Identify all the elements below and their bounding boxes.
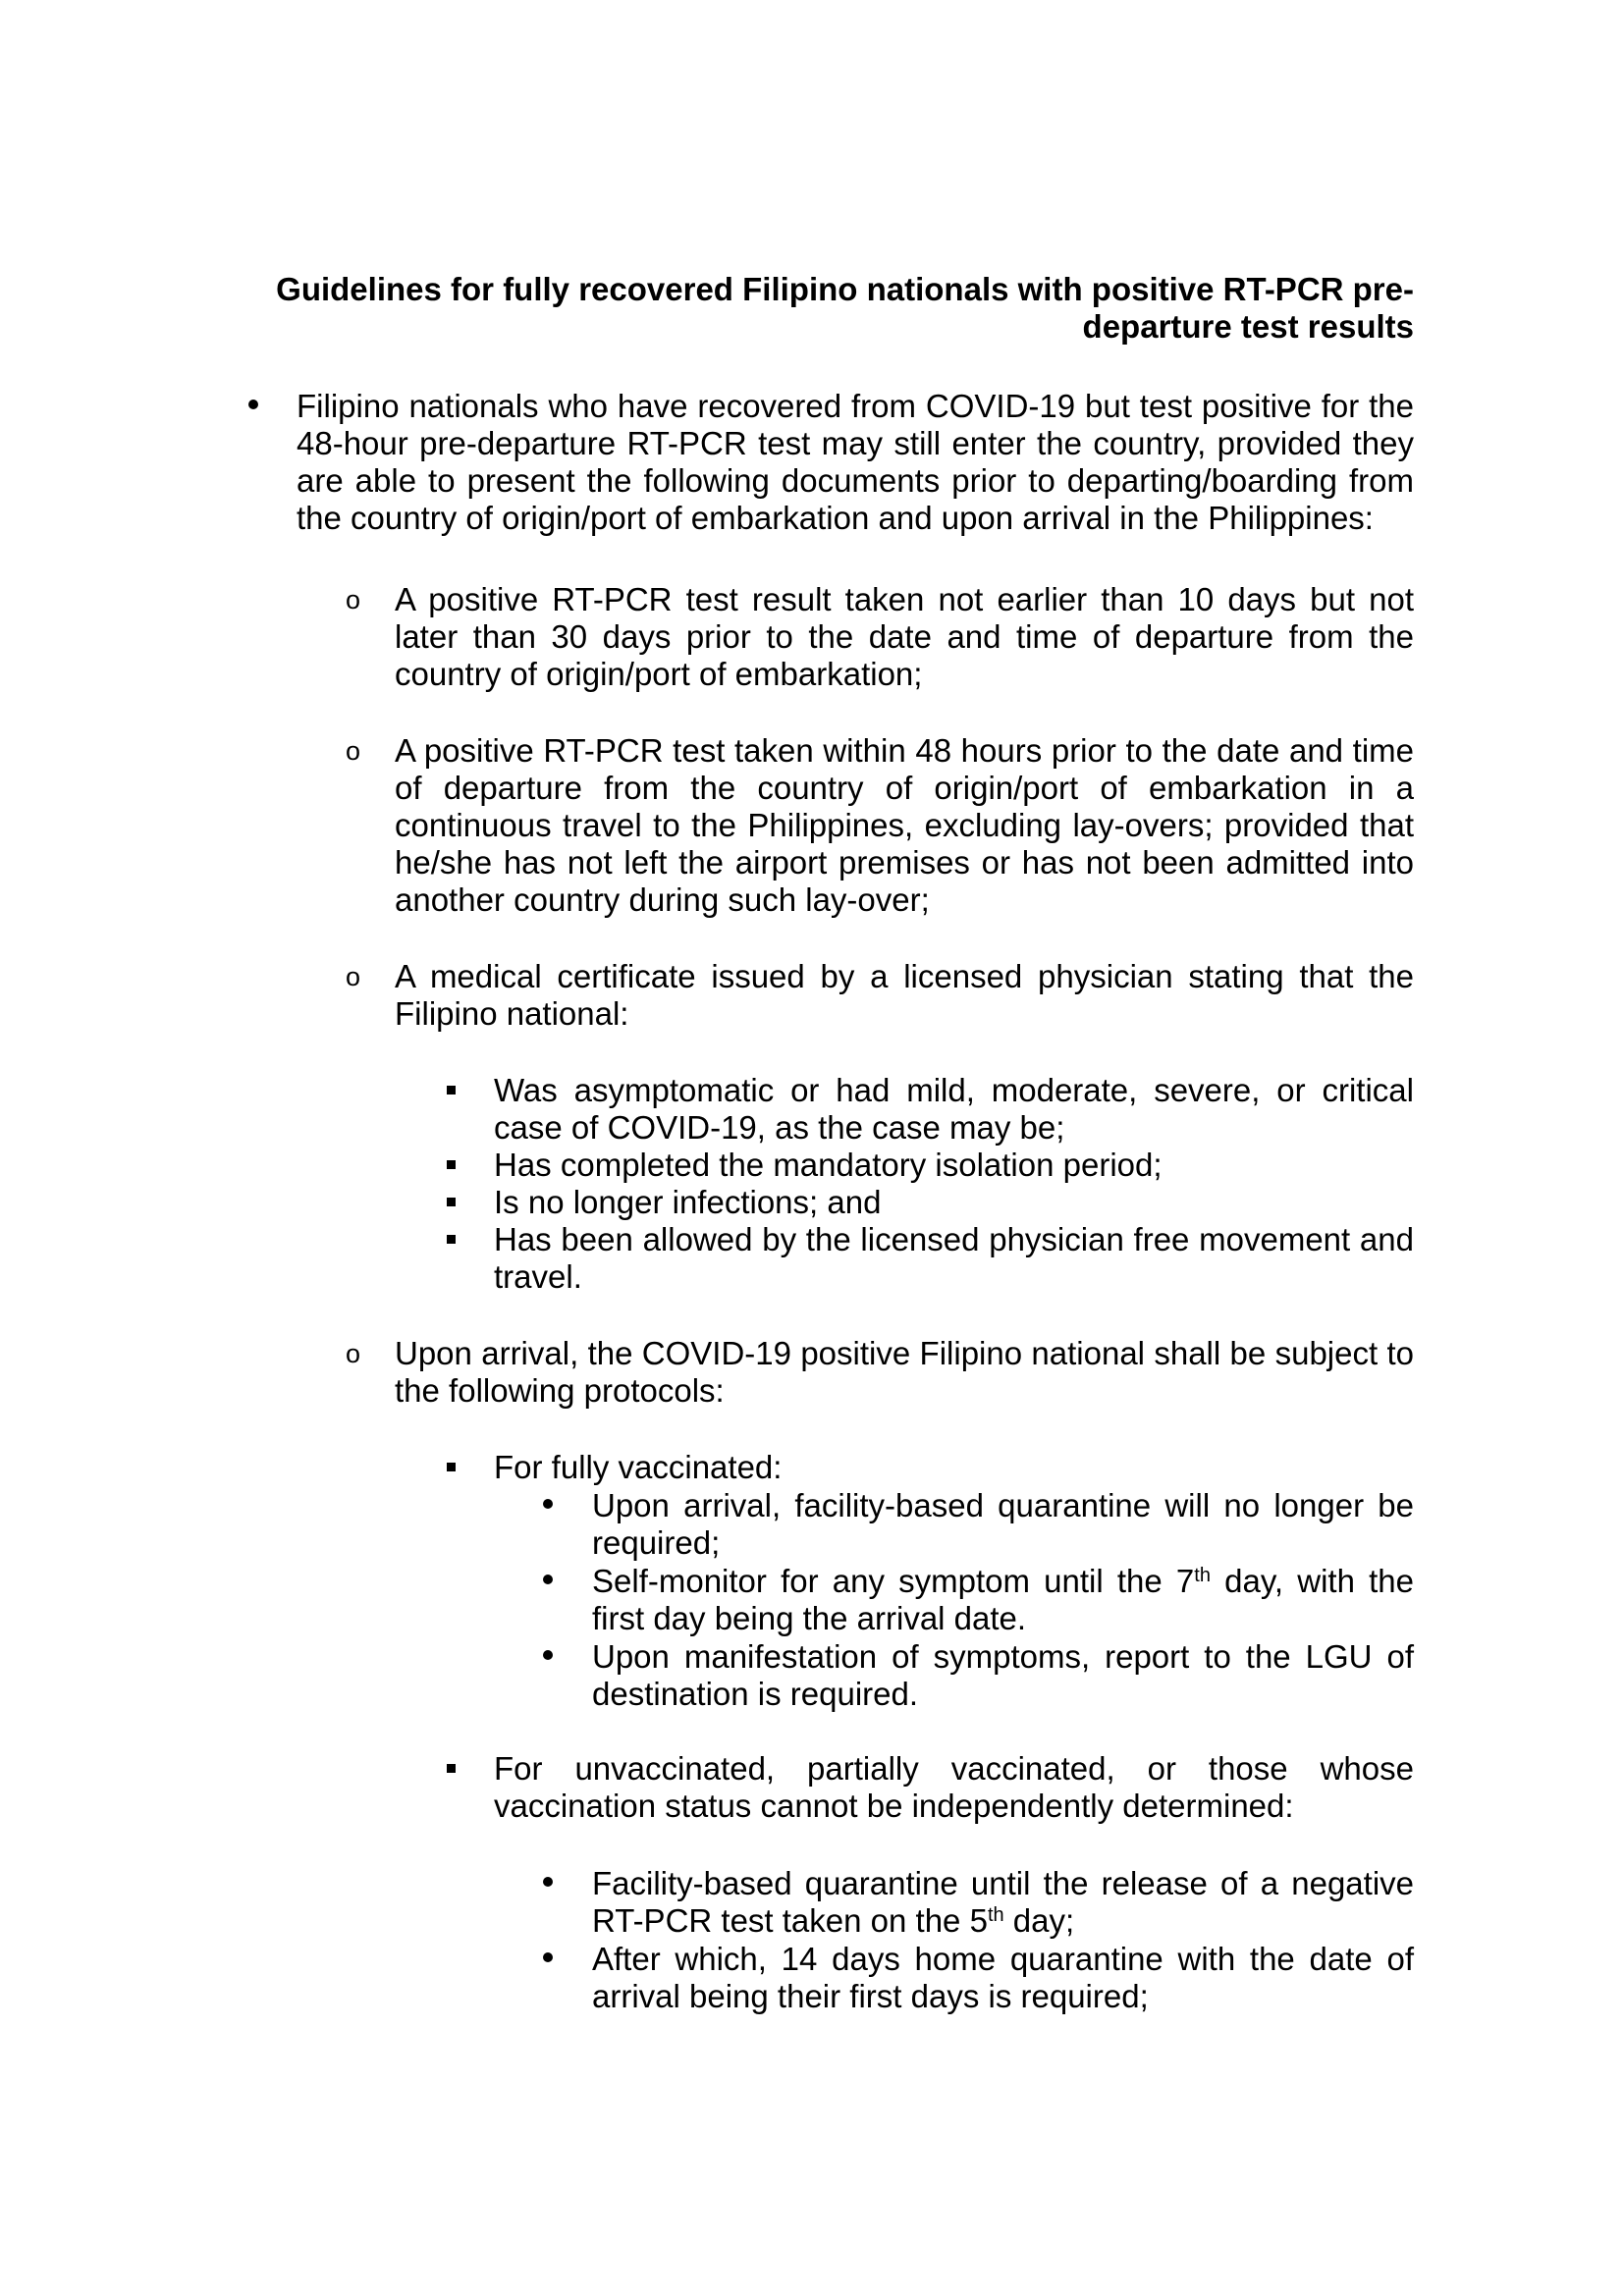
certificate-condition: Has been allowed by the licensed physician free movement and travel.: [494, 1221, 1414, 1295]
document-item-3: A medical certificate issued by a licensed physician stating that the Filipino national:: [395, 958, 1414, 1032]
circle-bullet-icon: o: [346, 585, 361, 614]
square-bullet-icon: [447, 1235, 456, 1244]
bullet-icon: [248, 400, 258, 409]
certificate-condition: Was asymptomatic or had mild, moderate, severe, or critical case of COVID-19, as the case may be;: [494, 1072, 1414, 1146]
ordinal-suffix: th: [1194, 1565, 1211, 1586]
square-bullet-icon: [447, 1198, 456, 1206]
unvaccinated-protocol-text: Facility-based quarantine until the release of a negative RT-PCR test taken on the 5: [592, 1865, 1414, 1939]
circle-bullet-icon: o: [346, 736, 361, 766]
protocol-unvaccinated-heading: For unvaccinated, partially vaccinated, or those whose vaccination status cannot be independently determined:: [494, 1750, 1414, 1824]
protocol-fully-vaccinated-heading: For fully vaccinated:: [494, 1449, 783, 1485]
bullet-icon: [543, 1877, 553, 1887]
document-item-2: A positive RT-PCR test taken within 48 hours prior to the date and time of departure from the country of origin/port of embarkation in a continuous travel to the Philippines, excluding lay-overs; provided that he/she has not left the airport premises or has not been admitted into another country during such lay-over;: [395, 732, 1414, 918]
document-title: Guidelines for fully recovered Filipino nationals with positive RT-PCR pre-departure test results: [276, 271, 1414, 345]
certificate-condition: Is no longer infections; and: [494, 1184, 882, 1220]
vaccinated-protocol-text: day, with the first day being the arrival date.: [592, 1563, 1414, 1636]
vaccinated-protocol-text: Self-monitor for any symptom until the 7: [592, 1563, 1195, 1599]
ordinal-suffix: th: [987, 1904, 1004, 1926]
vaccinated-protocol-item: [592, 1563, 1414, 1637]
square-bullet-icon: [447, 1086, 456, 1095]
bullet-icon: [543, 1650, 553, 1660]
unvaccinated-protocol-item: [592, 1865, 1414, 1940]
bullet-icon: [543, 1575, 553, 1584]
square-bullet-icon: [447, 1160, 456, 1169]
square-bullet-icon: [447, 1764, 456, 1773]
bullet-icon: [543, 1952, 553, 1962]
vaccinated-protocol-item: Upon manifestation of symptoms, report to the LGU of destination is required.: [592, 1638, 1414, 1712]
bullet-icon: [543, 1499, 553, 1509]
certificate-condition: Has completed the mandatory isolation period;: [494, 1147, 1163, 1183]
circle-bullet-icon: o: [346, 962, 361, 991]
square-bullet-icon: [447, 1463, 456, 1471]
document-item-4: Upon arrival, the COVID-19 positive Filipino national shall be subject to the following protocols:: [395, 1335, 1414, 1409]
circle-bullet-icon: o: [346, 1339, 361, 1368]
document-item-1: A positive RT-PCR test result taken not earlier than 10 days but not later than 30 days prior to the date and time of departure from the country of origin/port of embarkation;: [395, 581, 1414, 692]
unvaccinated-protocol-item: After which, 14 days home quarantine with the date of arrival being their first days is required;: [592, 1941, 1414, 2014]
unvaccinated-protocol-text: day;: [1003, 1902, 1075, 1939]
intro-paragraph: Filipino nationals who have recovered from COVID-19 but test positive for the 48-hour pre-departure RT-PCR test may still enter the country, provided they are able to present the following documents prior to departing/boarding from the country of origin/port of embarkation and upon arrival in the Philippines:: [297, 388, 1414, 536]
vaccinated-protocol-item: Upon arrival, facility-based quarantine will no longer be required;: [592, 1487, 1414, 1561]
